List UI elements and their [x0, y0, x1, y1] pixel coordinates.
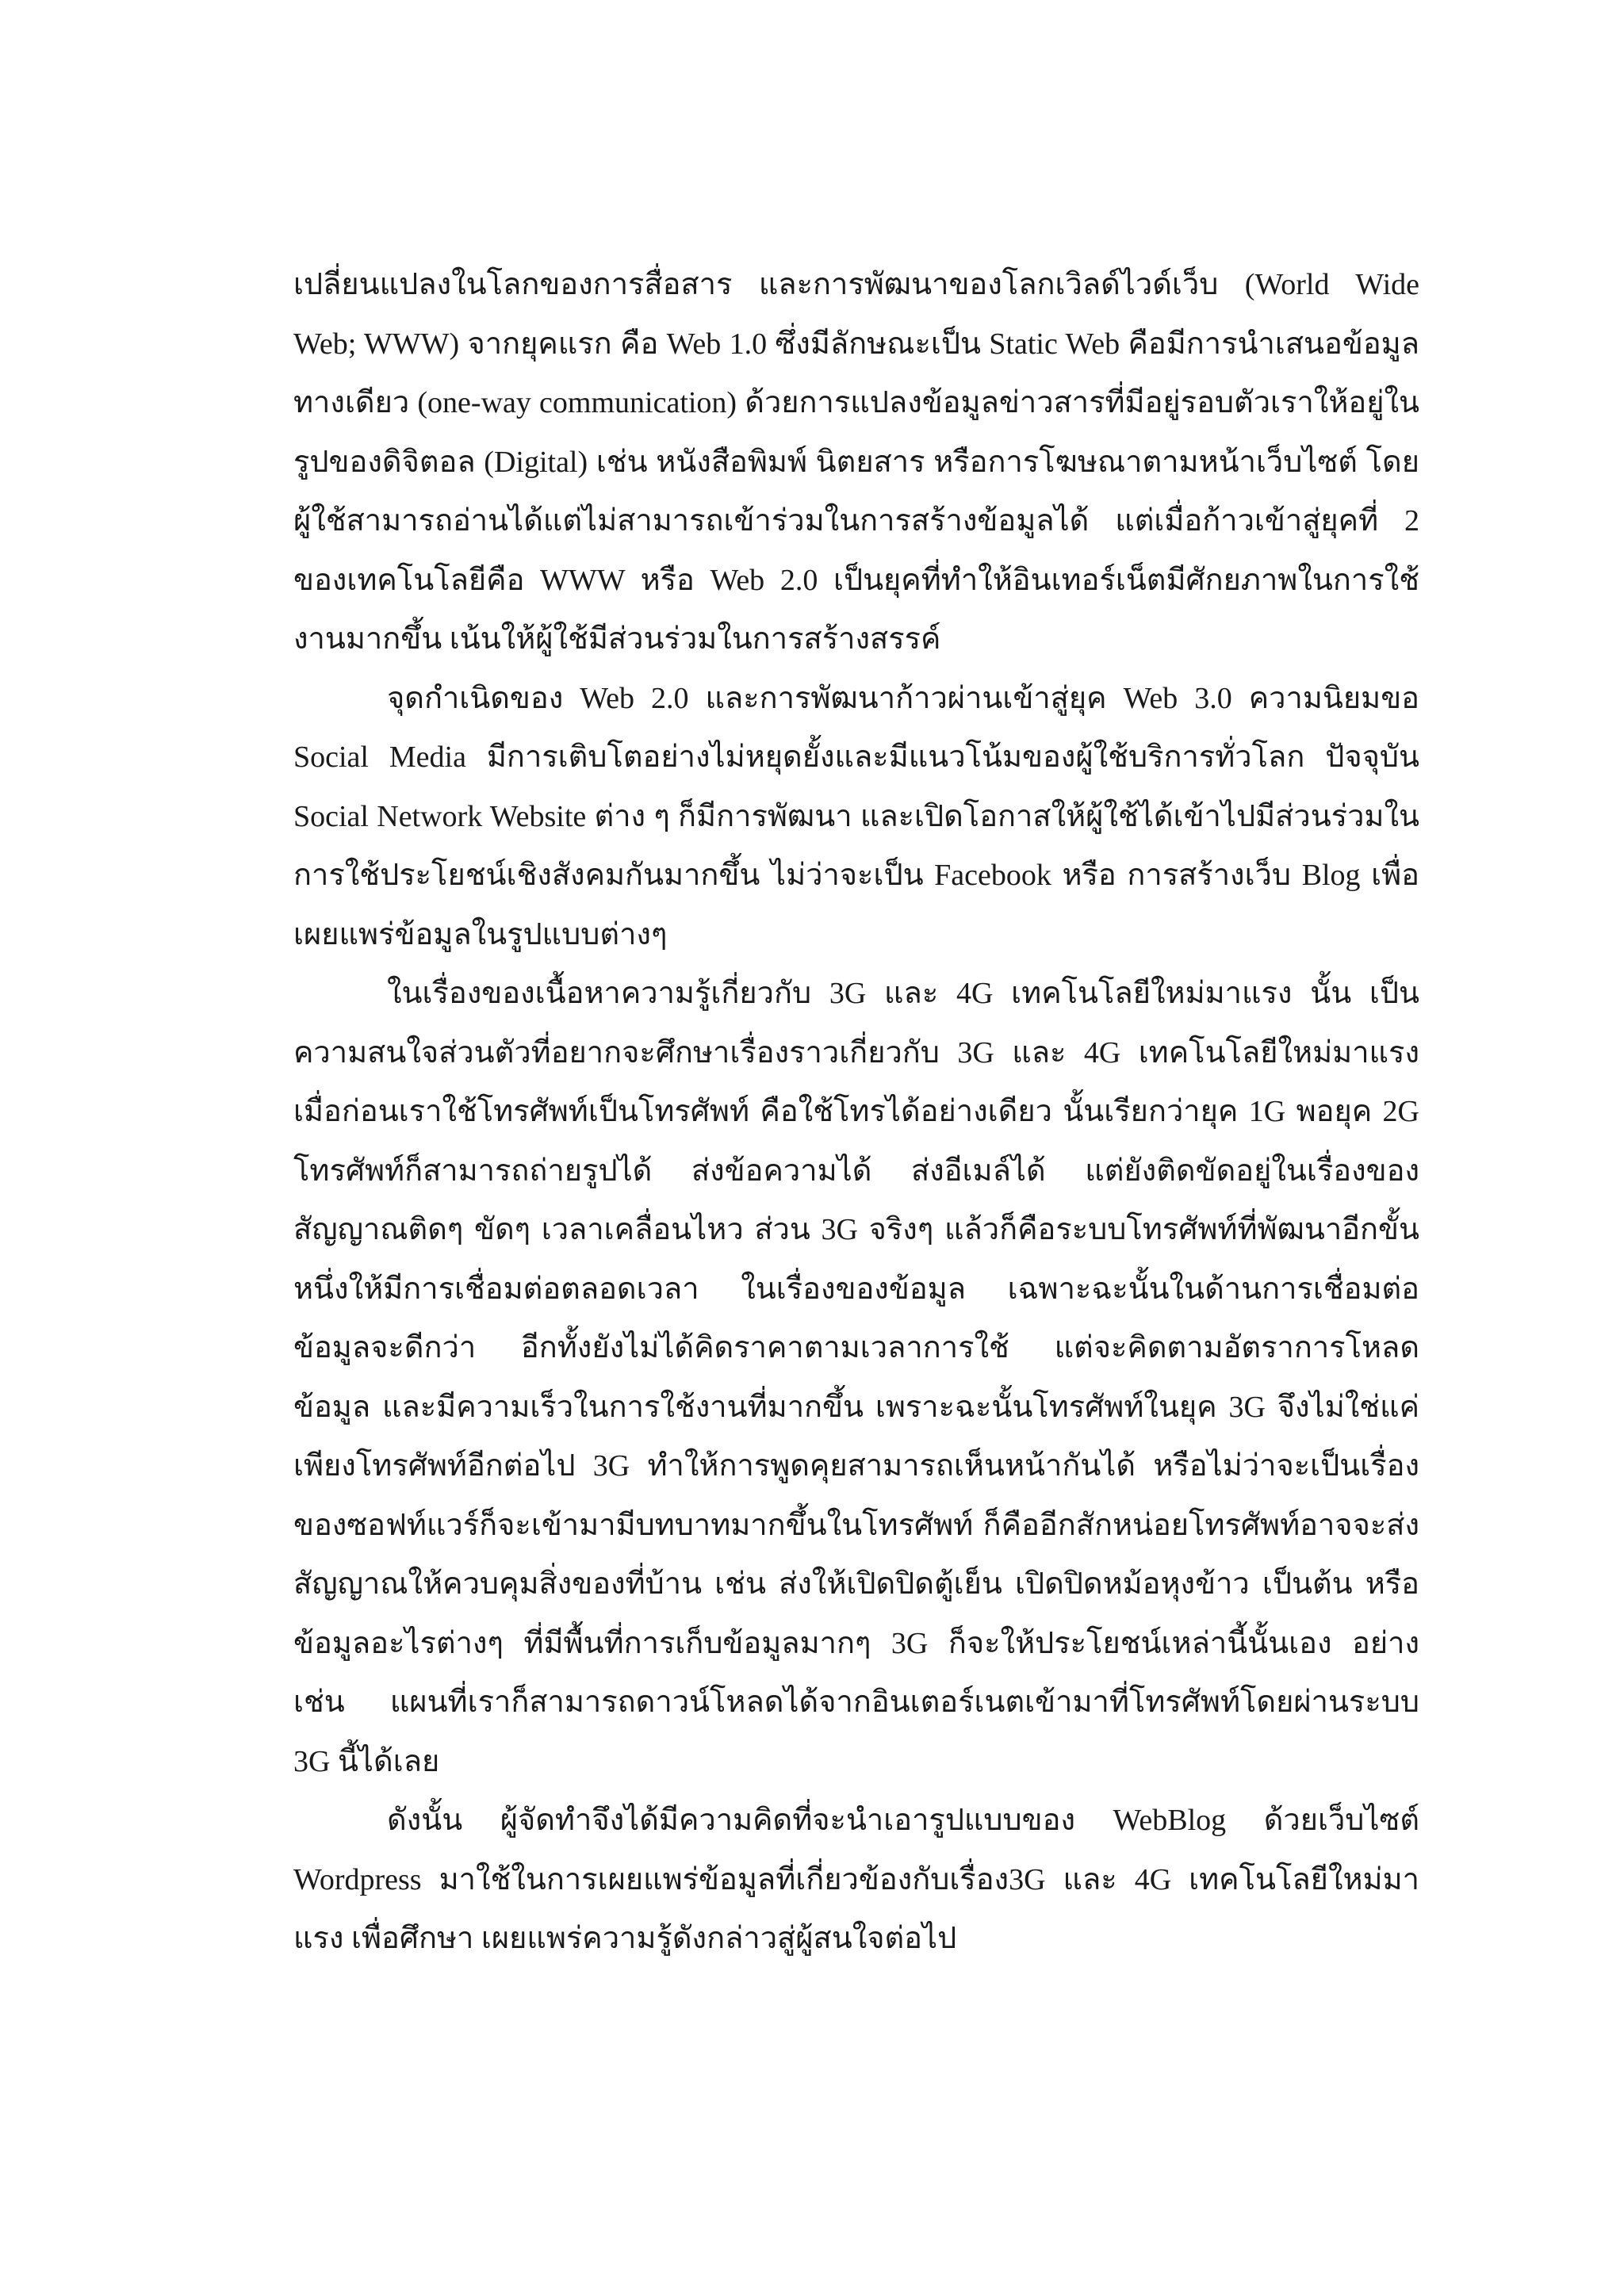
paragraph-1: เปลี่ยนแปลงในโลกของการสื่อสาร และการพัฒนาของโลกเวิลด์ไวด์เว็บ (World Wide Web; WWW) จากยุคแรก คือ Web 1.0 ซึ่งมีลักษณะเป็น Static Web คือมีการนำเสนอข้อมูลทางเดียว (one-way communication) ด้วยการแปลงข้อมูลข่าวสารที่มีอยู่รอบตัวเราให้อยู่ในรูปของดิจิตอล (Digital) เช่น หนังสือพิมพ์ นิตยสาร หรือการโฆษณาตามหน้าเว็บไซต์ โดยผู้ใช้สามารถอ่านได้แต่ไม่สามารถเข้าร่วมในการสร้างข้อมูลได้ แต่เมื่อก้าวเข้าสู่ยุคที่ 2 ของเทคโนโลยีคือ WWW หรือ Web 2.0 เป็นยุคที่ทำให้อินเทอร์เน็ตมีศักยภาพในการใช้งานมากขึ้น เน้นให้ผู้ใช้มีส่วนร่วมในการสร้างสรรค์: [293, 268, 1419, 656]
paragraph-4: ดังนั้น ผู้จัดทำจึงได้มีความคิดที่จะนำเอารูปแบบของ WebBlog ด้วยเว็บไซต์ Wordpress มาใช้ในการเผยแพร่ข้อมูลที่เกี่ยวข้องกับเรื่อง3G และ 4G เทคโนโลยีใหม่มาแรง เพื่อศึกษา เผยแพร่ความรู้ดังกล่าวสู่ผู้สนใจต่อไป: [293, 1804, 1419, 1955]
paragraph-3: ในเรื่องของเนื้อหาความรู้เกี่ยวกับ 3G และ 4G เทคโนโลยีใหม่มาแรง นั้น เป็นความสนใจส่วนตัวที่อยากจะศึกษาเรื่องราวเกี่ยวกับ 3G และ 4G เทคโนโลยีใหม่มาแรง เมื่อก่อนเราใช้โทรศัพท์เป็นโทรศัพท์ คือใช้โทรได้อย่างเดียว นั้นเรียกว่ายุค 1G พอยุค 2G โทรศัพท์ก็สามารถถ่ายรูปได้ ส่งข้อความได้ ส่งอีเมล์ได้ แต่ยังติดขัดอยู่ในเรื่องของสัญญาณติดๆ ขัดๆ เวลาเคลื่อนไหว ส่วน 3G จริงๆ แล้วก็คือระบบโทรศัพท์ที่พัฒนาอีกขั้นหนึ่งให้มีการเชื่อมต่อตลอดเวลา ในเรื่องของข้อมูล เฉพาะฉะนั้นในด้านการเชื่อมต่อข้อมูลจะดีกว่า อีกทั้งยังไม่ได้คิดราคาตามเวลาการใช้ แต่จะคิดตามอัตราการโหลดข้อมูล และมีความเร็วในการใช้งานที่มากขึ้น เพราะฉะนั้นโทรศัพท์ในยุค 3G จึงไม่ใช่แค่เพียงโทรศัพท์อีกต่อไป 3G ทำให้การพูดคุยสามารถเห็นหน้ากันได้ หรือไม่ว่าจะเป็นเรื่องของซอฟท์แวร์ก็จะเข้ามามีบทบาทมากขึ้นในโทรศัพท์ ก็คืออีกสักหน่อยโทรศัพท์อาจจะส่งสัญญาณให้ควบคุมสิ่งของที่บ้าน เช่น ส่งให้เปิดปิดตู้เย็น เปิดปิดหม้อหุงข้าว เป็นต้น หรือข้อมูลอะไรต่างๆ ที่มีพื้นที่การเก็บข้อมูลมากๆ 3G ก็จะให้ประโยชน์เหล่านี้นั้นเอง อย่างเช่น แผนที่เราก็สามารถดาวน์โหลดได้จากอินเตอร์เนตเข้ามาที่โทรศัพท์โดยผ่านระบบ 3G นี้ได้เลย: [293, 977, 1419, 1778]
document-body: [293, 255, 1419, 1969]
paragraph-2: จุดกำเนิดของ Web 2.0 และการพัฒนาก้าวผ่านเข้าสู่ยุค Web 3.0 ความนิยมขอ Social Media มีการเติบโตอย่างไม่หยุดยั้งและมีแนวโน้มของผู้ใช้บริการทั่วโลก ปัจจุบัน Social Network Website ต่าง ๆ ก็มีการพัฒนา และเปิดโอกาสให้ผู้ใช้ได้เข้าไปมีส่วนร่วมในการใช้ประโยชน์เชิงสังคมกันมากขึ้น ไม่ว่าจะเป็น Facebook หรือ การสร้างเว็บ Blog เพื่อเผยแพร่ข้อมูลในรูปแบบต่างๆ: [293, 681, 1419, 951]
